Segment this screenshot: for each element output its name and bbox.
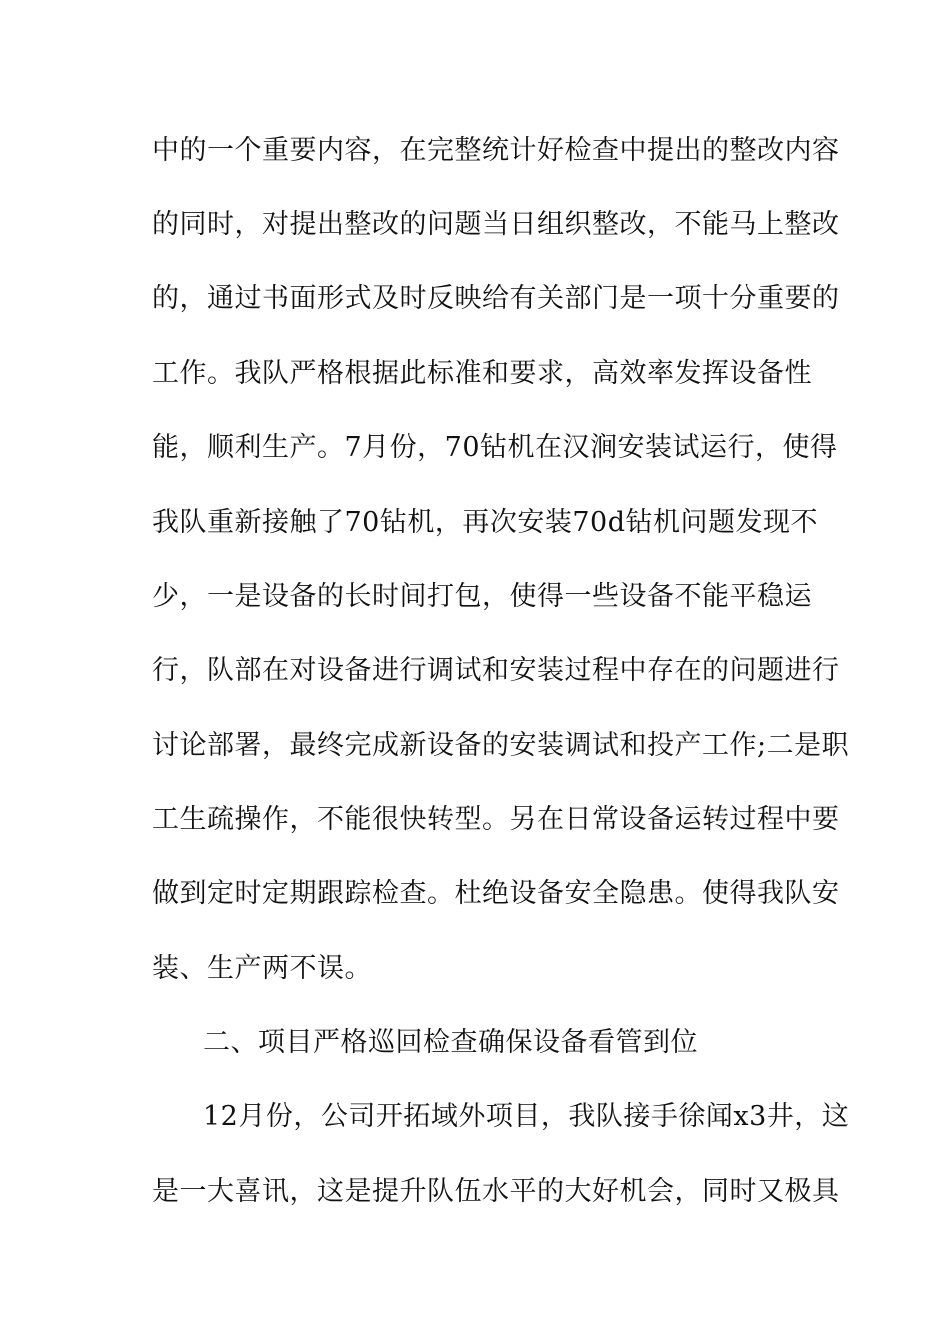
body-text-line: 装、生产两不误。 [152, 953, 372, 984]
body-text-line: 12月份，公司开拓域外项目，我队接手徐闻x3井，这 [203, 1101, 850, 1132]
body-text-line: 少，一是设备的长时间打包，使得一些设备不能平稳运 [152, 581, 812, 612]
body-text-line: 讨论部署，最终完成新设备的安装调试和投产工作;二是职 [152, 730, 850, 761]
body-text-line: 我队重新接触了70钻机，再次安装70d钻机问题发现不 [152, 507, 818, 538]
body-text-line: 的，通过书面形式及时反映给有关部门是一项十分重要的 [152, 283, 840, 314]
body-text-line: 中的一个重要内容，在完整统计好检查中提出的整改内容 [152, 135, 840, 166]
section-heading: 二、项目严格巡回检查确保设备看管到位 [203, 1027, 698, 1058]
body-text-line: 能，顺利生产。7月份，70钻机在汉涧安装试运行，使得 [152, 432, 838, 463]
body-text-line: 的同时，对提出整改的问题当日组织整改，不能马上整改 [152, 209, 840, 240]
body-text-line: 是一大喜讯，这是提升队伍水平的大好机会，同时又极具 [152, 1176, 840, 1207]
body-text-line: 做到定时定期跟踪检查。杜绝设备安全隐患。使得我队安 [152, 878, 840, 909]
body-text-line: 工作。我队严格根据此标准和要求，高效率发挥设备性 [152, 358, 812, 389]
body-text-line: 工生疏操作，不能很快转型。另在日常设备运转过程中要 [152, 804, 840, 835]
body-text-line: 行，队部在对设备进行调试和安装过程中存在的问题进行 [152, 655, 840, 686]
